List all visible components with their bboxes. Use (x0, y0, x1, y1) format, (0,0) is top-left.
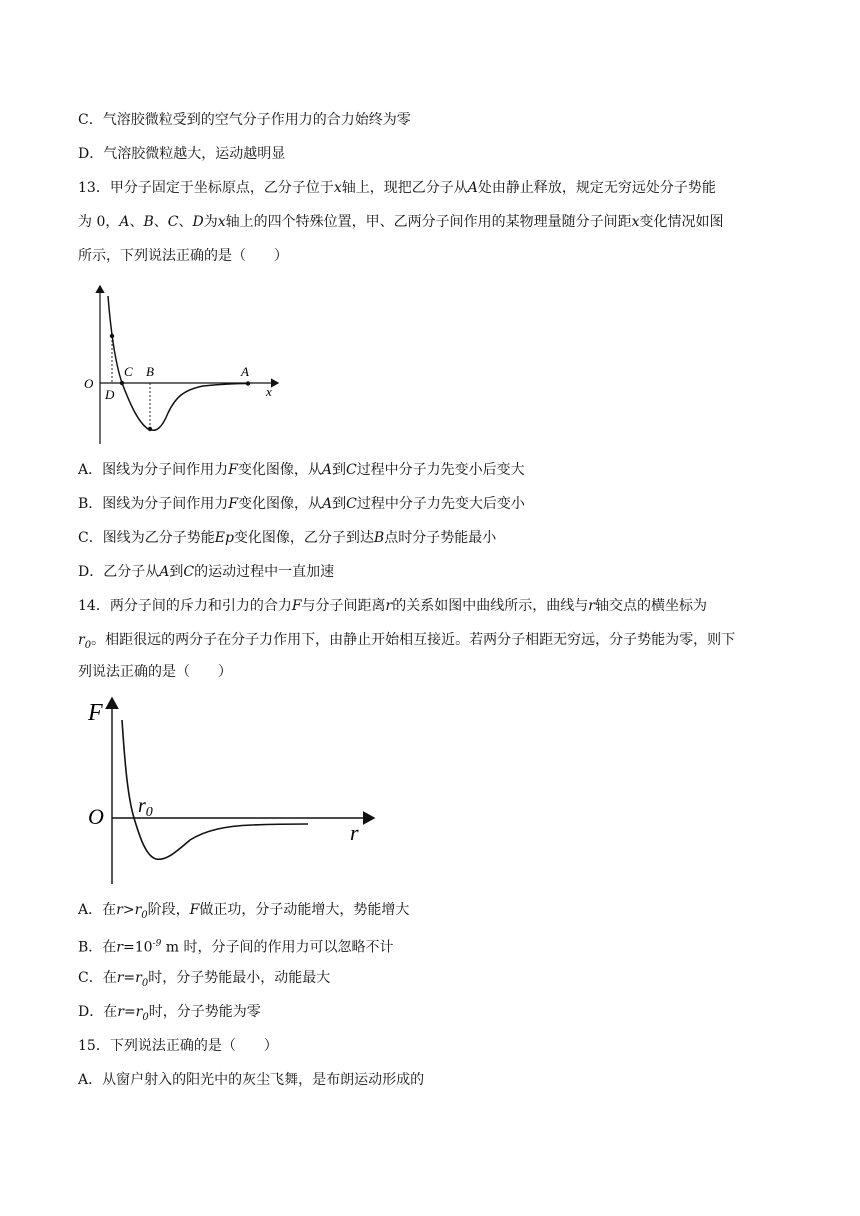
q13-point-a (246, 381, 250, 385)
q13-label-b: B (146, 364, 154, 379)
q13-option-d: D．乙分子从A到C的运动过程中一直加速 (78, 564, 335, 580)
q13-option-a: A．图线为分子间作用力F变化图像，从A到C过程中分子力先变小后变大 (78, 462, 525, 478)
q13-option-c: C．图线为乙分子势能Ep变化图像，乙分子到达B点时分子势能最小 (78, 530, 497, 546)
q13-point-c (120, 381, 124, 385)
q15-stem: 15．下列说法正确的是（ ） (78, 1038, 278, 1054)
q13-graph (78, 282, 288, 452)
q14-stem-line2: $r_0$。相距很远的两分子在分子力作用下，由静止开始相互接近。若两分子相距无穷远，分子势能为零，则下 (78, 632, 736, 651)
q14-curve (122, 720, 308, 859)
q14-option-b: B．在$r=10^{-9}$ m 时，分子间的作用力可以忽略不计 (78, 939, 394, 956)
q14-option-d: D．在$r=r_0$时，分子势能为零 (78, 1004, 261, 1023)
q13-stem-line2: 为 0，A、B、C、D为x轴上的四个特殊位置，甲、乙两分子间作用的某物理量随分子间距x变化情况如图 (78, 214, 724, 230)
q14-label-f: F (88, 700, 103, 726)
q14-label-r: r (350, 820, 359, 845)
q15-option-a: A．从窗户射入的阳光中的灰尘飞舞，是布朗运动形成的 (78, 1072, 425, 1088)
q13-point-b-min (148, 427, 152, 431)
q14-stem-line1: 14．两分子间的斥力和引力的合力F与分子间距离r的关系如图中曲线所示，曲线与r轴交点的横坐标为 (78, 598, 707, 614)
q13-point-d-curve (110, 334, 114, 338)
q14-label-r0: $r_0$ (138, 795, 153, 820)
q14-stem-line3: 列说法正确的是（ ） (78, 664, 232, 680)
q14-option-a: A．在$r>r_0$阶段，F做正功，分子动能增大，势能增大 (78, 902, 410, 921)
q13-label-c: C (124, 364, 133, 379)
q13-label-o: O (84, 376, 94, 391)
q14-option-c: C．在$r=r_0$时，分子势能最小，动能最大 (78, 970, 331, 989)
q13-label-a: A (241, 364, 249, 379)
q12-option-c: C．气溶胶微粒受到的空气分子作用力的合力始终为零 (78, 112, 411, 128)
q13-option-b: B．图线为分子间作用力F变化图像，从A到C过程中分子力先变大后变小 (78, 496, 525, 512)
q13-stem-line3: 所示，下列说法正确的是（ ） (78, 248, 288, 264)
q13-label-x: x (266, 384, 272, 399)
q14-label-o: O (88, 804, 104, 829)
q12-option-d: D．气溶胶微粒越大，运动越明显 (78, 146, 286, 162)
q14-graph (80, 694, 380, 890)
q13-label-d: D (105, 387, 115, 402)
q13-stem-line1: 13．甲分子固定于坐标原点，乙分子位于x轴上，现把乙分子从A处由静止释放，规定无穷远处分子势能 (78, 180, 716, 196)
